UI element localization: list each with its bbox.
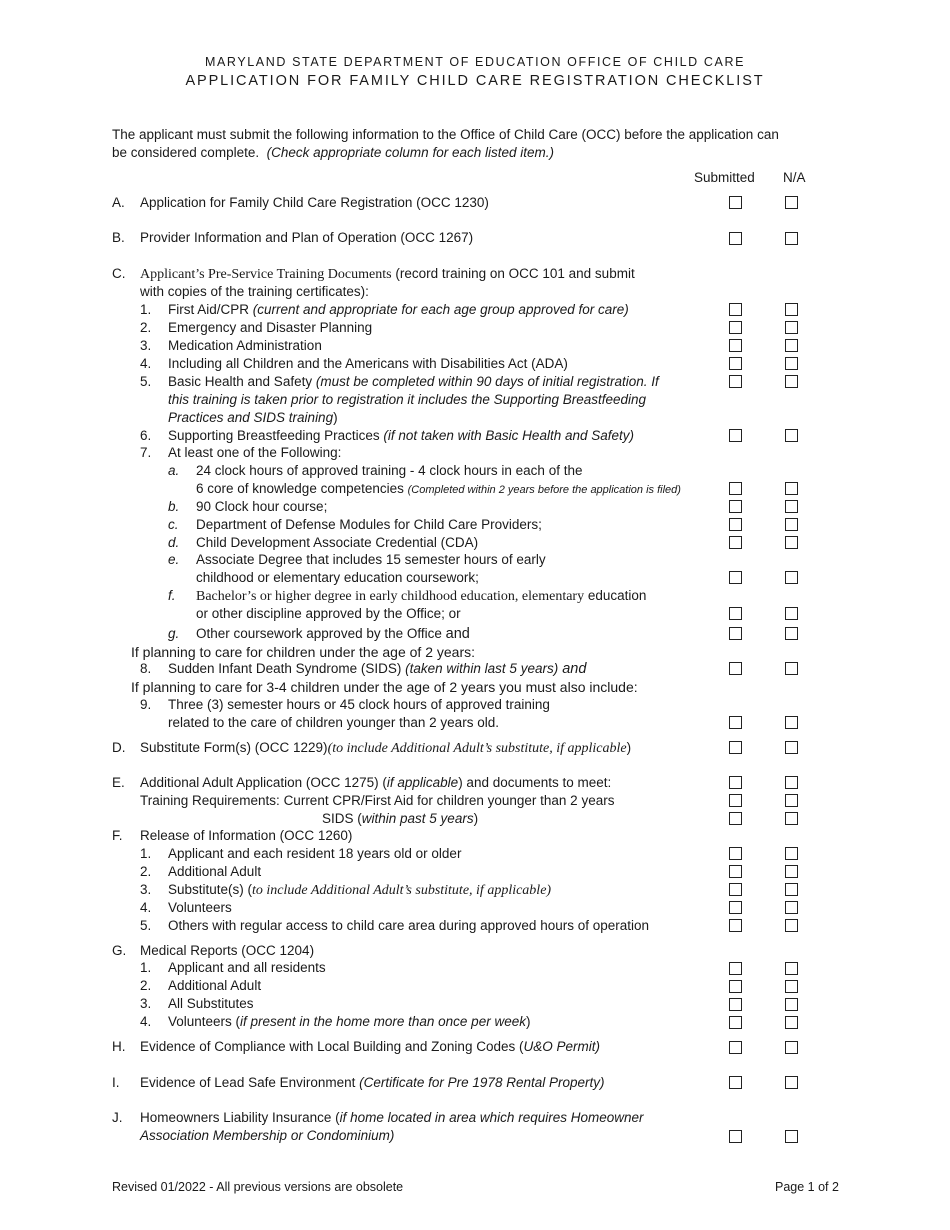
item-c7-num: 7. bbox=[140, 445, 152, 460]
item-c7-text: At least one of the Following: bbox=[168, 445, 342, 460]
item-c9-line-1: Three (3) semester hours or 45 clock hours of approved training bbox=[168, 697, 550, 712]
item-a-letter: A. bbox=[112, 195, 125, 210]
checkbox-f5-submitted[interactable] bbox=[729, 919, 742, 932]
item-c7e-letter: e. bbox=[168, 552, 180, 567]
item-f5-text: Others with regular access to child care area during approved hours of operation bbox=[168, 918, 650, 933]
checkbox-c7a-na[interactable] bbox=[785, 482, 798, 495]
item-c7a-line-2: 6 core of knowledge competencies (Completed within 2 years before the application is filed) bbox=[196, 481, 681, 496]
checkbox-g2-submitted[interactable] bbox=[729, 980, 742, 993]
item-a-text: Application for Family Child Care Registration (OCC 1230) bbox=[140, 195, 489, 210]
item-c3-num: 3. bbox=[140, 338, 152, 353]
checkbox-c7d-na[interactable] bbox=[785, 536, 798, 549]
intro-line-1: The applicant must submit the following information to the Office of Child Care (OCC) before the application can bbox=[112, 127, 779, 142]
checkbox-g2-na[interactable] bbox=[785, 980, 798, 993]
item-c-title: Applicant’s Pre-Service Training Documents (record training on OCC 101 and submit bbox=[140, 266, 635, 282]
checkbox-h-submitted[interactable] bbox=[729, 1041, 742, 1054]
item-g4-num: 4. bbox=[140, 1014, 152, 1029]
item-c1-num: 1. bbox=[140, 302, 152, 317]
checkbox-e-submitted[interactable] bbox=[729, 776, 742, 789]
item-c7f-line-2: or other discipline approved by the Office; or bbox=[196, 606, 461, 621]
revision-note: Revised 01/2022 - All previous versions are obsolete bbox=[112, 1180, 404, 1194]
checkbox-c4-submitted[interactable] bbox=[729, 357, 742, 370]
item-c7b-text: 90 Clock hour course; bbox=[196, 499, 328, 514]
checkbox-c1-na[interactable] bbox=[785, 303, 798, 316]
item-c5-note-line-3: Practices and SIDS training) bbox=[168, 410, 338, 425]
checkbox-g1-submitted[interactable] bbox=[729, 962, 742, 975]
checkbox-c4-na[interactable] bbox=[785, 357, 798, 370]
item-g2-num: 2. bbox=[140, 978, 152, 993]
checkbox-f4-na[interactable] bbox=[785, 901, 798, 914]
item-f2-num: 2. bbox=[140, 864, 152, 879]
item-g3-text: All Substitutes bbox=[168, 996, 254, 1011]
checkbox-c7g-submitted[interactable] bbox=[729, 627, 742, 640]
item-c7a-letter: a. bbox=[168, 463, 180, 478]
item-c-title-line-2: with copies of the training certificates): bbox=[140, 284, 369, 299]
item-j-text: Homeowners Liability Insurance (if home located in area which requires Homeowner bbox=[140, 1110, 644, 1125]
checkbox-i-na[interactable] bbox=[785, 1076, 798, 1089]
checkbox-c3-na[interactable] bbox=[785, 339, 798, 352]
checkbox-j-submitted[interactable] bbox=[729, 1130, 742, 1143]
item-c1-text: First Aid/CPR (current and appropriate for each age group approved for care) bbox=[168, 302, 629, 317]
checkbox-c6-na[interactable] bbox=[785, 429, 798, 442]
item-g3-num: 3. bbox=[140, 996, 152, 1011]
item-f5-num: 5. bbox=[140, 918, 152, 933]
item-c9-line-2: related to the care of children younger than 2 years old. bbox=[168, 715, 499, 730]
item-f-letter: F. bbox=[112, 828, 123, 843]
checkbox-c1-submitted[interactable] bbox=[729, 303, 742, 316]
item-i-text: Evidence of Lead Safe Environment (Certificate for Pre 1978 Rental Property) bbox=[140, 1075, 605, 1090]
item-c7g-letter: g. bbox=[168, 626, 180, 641]
item-c5-note-line-2: this training is taken prior to registration it includes the Supporting Breastfeeding bbox=[168, 392, 647, 407]
item-f1-text: Applicant and each resident 18 years old or older bbox=[168, 846, 462, 861]
checkbox-c2-na[interactable] bbox=[785, 321, 798, 334]
checkbox-e-sids-na[interactable] bbox=[785, 812, 798, 825]
item-g2-text: Additional Adult bbox=[168, 978, 262, 993]
item-g-letter: G. bbox=[112, 943, 127, 958]
item-c7e-line-2: childhood or elementary education coursework; bbox=[196, 570, 479, 585]
checkbox-c7g-na[interactable] bbox=[785, 627, 798, 640]
checkbox-c7d-submitted[interactable] bbox=[729, 536, 742, 549]
checkbox-c7b-na[interactable] bbox=[785, 500, 798, 513]
intro-line-2: be considered complete. (Check appropriate column for each listed item.) bbox=[112, 145, 554, 160]
item-h-text: Evidence of Compliance with Local Building and Zoning Codes (U&O Permit) bbox=[140, 1039, 600, 1054]
checkbox-e-na[interactable] bbox=[785, 776, 798, 789]
column-na: N/A bbox=[783, 170, 806, 185]
item-d-text: Substitute Form(s) (OCC 1229)(to include Additional Adult’s substitute, if applicable) bbox=[140, 740, 632, 756]
checkbox-g3-submitted[interactable] bbox=[729, 998, 742, 1011]
item-d-letter: D. bbox=[112, 740, 126, 755]
item-c7f-letter: f. bbox=[168, 588, 176, 603]
checkbox-c7b-submitted[interactable] bbox=[729, 500, 742, 513]
checkbox-f5-na[interactable] bbox=[785, 919, 798, 932]
checkbox-e-sids-submitted[interactable] bbox=[729, 812, 742, 825]
item-c6-num: 6. bbox=[140, 428, 152, 443]
item-e-line-2: Training Requirements: Current CPR/First Aid for children younger than 2 years bbox=[140, 793, 615, 808]
item-c7a-line-1: 24 clock hours of approved training - 4 clock hours in each of the bbox=[196, 463, 583, 478]
checkbox-c7f-submitted[interactable] bbox=[729, 607, 742, 620]
item-c5-num: 5. bbox=[140, 374, 152, 389]
checkbox-c2-submitted[interactable] bbox=[729, 321, 742, 334]
checkbox-b-submitted[interactable] bbox=[729, 232, 742, 245]
checkbox-a-na[interactable] bbox=[785, 196, 798, 209]
item-c7c-letter: c. bbox=[168, 517, 179, 532]
item-g-text: Medical Reports (OCC 1204) bbox=[140, 943, 315, 958]
checkbox-c7e-submitted[interactable] bbox=[729, 571, 742, 584]
checkbox-f1-na[interactable] bbox=[785, 847, 798, 860]
checkbox-f2-submitted[interactable] bbox=[729, 865, 742, 878]
item-c6-text: Supporting Breastfeeding Practices (if not taken with Basic Health and Safety) bbox=[168, 428, 635, 443]
checkbox-c8-na[interactable] bbox=[785, 662, 798, 675]
item-j-letter: J. bbox=[112, 1110, 123, 1125]
item-b-text: Provider Information and Plan of Operation (OCC 1267) bbox=[140, 230, 474, 245]
item-c4-num: 4. bbox=[140, 356, 152, 371]
item-g1-text: Applicant and all residents bbox=[168, 960, 326, 975]
checkbox-f3-na[interactable] bbox=[785, 883, 798, 896]
checkbox-g4-submitted[interactable] bbox=[729, 1016, 742, 1029]
checkbox-d-submitted[interactable] bbox=[729, 741, 742, 754]
item-e-text: Additional Adult Application (OCC 1275) (if applicable) and documents to meet: bbox=[140, 775, 612, 790]
item-c7b-letter: b. bbox=[168, 499, 180, 514]
item-e-line-3: SIDS (within past 5 years) bbox=[322, 811, 479, 826]
checkbox-b-na[interactable] bbox=[785, 232, 798, 245]
under-2-heading: If planning to care for children under the age of 2 years: bbox=[131, 644, 475, 660]
item-i-letter: I. bbox=[112, 1075, 120, 1090]
item-e-letter: E. bbox=[112, 775, 125, 790]
checkbox-f3-submitted[interactable] bbox=[729, 883, 742, 896]
item-b-letter: B. bbox=[112, 230, 125, 245]
item-f2-text: Additional Adult bbox=[168, 864, 262, 879]
item-c7g-text: Other coursework approved by the Office and bbox=[196, 626, 470, 642]
item-g4-text: Volunteers (if present in the home more than once per week) bbox=[168, 1014, 531, 1029]
checkbox-a-submitted[interactable] bbox=[729, 196, 742, 209]
item-c2-num: 2. bbox=[140, 320, 152, 335]
checkbox-g4-na[interactable] bbox=[785, 1016, 798, 1029]
item-c7d-letter: d. bbox=[168, 535, 180, 550]
item-f1-num: 1. bbox=[140, 846, 152, 861]
item-c-letter: C. bbox=[112, 266, 126, 281]
item-c8-text: Sudden Infant Death Syndrome (SIDS) (taken within last 5 years) and bbox=[168, 661, 587, 677]
checkbox-f2-na[interactable] bbox=[785, 865, 798, 878]
item-c3-text: Medication Administration bbox=[168, 338, 322, 353]
checkbox-c7c-na[interactable] bbox=[785, 518, 798, 531]
item-c7c-text: Department of Defense Modules for Child Care Providers; bbox=[196, 517, 542, 532]
item-c5-text: Basic Health and Safety (must be completed within 90 days of initial registration. If bbox=[168, 374, 659, 389]
item-f3-text: Substitute(s) (to include Additional Adult’s substitute, if applicable) bbox=[168, 882, 552, 898]
column-submitted: Submitted bbox=[694, 170, 755, 185]
checkbox-c5-na[interactable] bbox=[785, 375, 798, 388]
item-g1-num: 1. bbox=[140, 960, 152, 975]
item-j-line-2: Association Membership or Condominium) bbox=[140, 1128, 395, 1143]
checkbox-c9-na[interactable] bbox=[785, 716, 798, 729]
page-title: APPLICATION FOR FAMILY CHILD CARE REGISTRATION CHECKLIST bbox=[185, 73, 765, 89]
checkbox-c7f-na[interactable] bbox=[785, 607, 798, 620]
item-c7f-line-1: Bachelor’s or higher degree in early childhood education, elementary education bbox=[196, 588, 647, 604]
item-f4-num: 4. bbox=[140, 900, 152, 915]
checkbox-c7a-submitted[interactable] bbox=[729, 482, 742, 495]
also-include-heading: If planning to care for 3-4 children under the age of 2 years you must also include: bbox=[131, 679, 638, 695]
item-f3-num: 3. bbox=[140, 882, 152, 897]
item-c7e-line-1: Associate Degree that includes 15 semester hours of early bbox=[196, 552, 546, 567]
item-f-text: Release of Information (OCC 1260) bbox=[140, 828, 353, 843]
checkbox-h-na[interactable] bbox=[785, 1041, 798, 1054]
checkbox-i-submitted[interactable] bbox=[729, 1076, 742, 1089]
item-f4-text: Volunteers bbox=[168, 900, 232, 915]
checkbox-c5-submitted[interactable] bbox=[729, 375, 742, 388]
checkbox-j-na[interactable] bbox=[785, 1130, 798, 1143]
checkbox-c7e-na[interactable] bbox=[785, 571, 798, 584]
checkbox-e-cpr-na[interactable] bbox=[785, 794, 798, 807]
checkbox-c7c-submitted[interactable] bbox=[729, 518, 742, 531]
page-number: Page 1 of 2 bbox=[775, 1180, 839, 1194]
checkbox-f4-submitted[interactable] bbox=[729, 901, 742, 914]
checkbox-e-cpr-submitted[interactable] bbox=[729, 794, 742, 807]
agency-name: MARYLAND STATE DEPARTMENT OF EDUCATION OFFICE OF CHILD CARE bbox=[204, 55, 746, 69]
checkbox-d-na[interactable] bbox=[785, 741, 798, 754]
checkbox-c9-submitted[interactable] bbox=[729, 716, 742, 729]
checkbox-f1-submitted[interactable] bbox=[729, 847, 742, 860]
item-c2-text: Emergency and Disaster Planning bbox=[168, 320, 373, 335]
item-c4-text: Including all Children and the Americans with Disabilities Act (ADA) bbox=[168, 356, 568, 371]
item-c8-num: 8. bbox=[140, 661, 152, 676]
checkbox-c8-submitted[interactable] bbox=[729, 662, 742, 675]
checkbox-g1-na[interactable] bbox=[785, 962, 798, 975]
checkbox-c6-submitted[interactable] bbox=[729, 429, 742, 442]
item-h-letter: H. bbox=[112, 1039, 126, 1054]
item-c7d-text: Child Development Associate Credential (CDA) bbox=[196, 535, 479, 550]
checkbox-c3-submitted[interactable] bbox=[729, 339, 742, 352]
checkbox-g3-na[interactable] bbox=[785, 998, 798, 1011]
item-c9-num: 9. bbox=[140, 697, 152, 712]
